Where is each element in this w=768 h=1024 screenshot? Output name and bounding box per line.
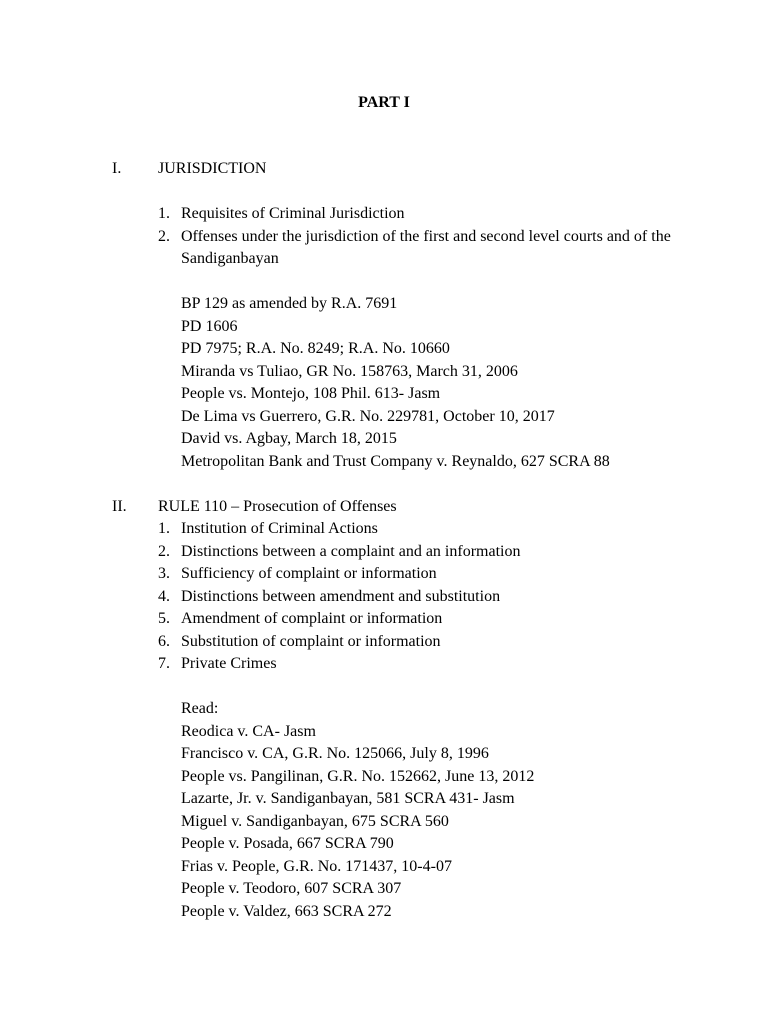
reference-item: People vs. Pangilinan, G.R. No. 152662, June 13, 2012 — [181, 767, 535, 785]
reference-list — [181, 293, 721, 473]
list-item-number: 6. — [158, 632, 170, 650]
list-item-text: Sufficiency of complaint or information — [181, 565, 437, 582]
list-item — [158, 563, 698, 586]
list-item-text: Offenses under the jurisdiction of the first and second level courts and of the Sandiganbayan — [181, 227, 671, 267]
reference-item: Metropolitan Bank and Trust Company v. Reynaldo, 627 SCRA 88 — [181, 452, 610, 470]
section-number: II. — [112, 498, 127, 515]
list-item-number: 1. — [158, 520, 170, 537]
list-item-number: 7. — [158, 655, 170, 672]
list-item-text: Distinctions between amendment and substitution — [181, 587, 501, 605]
reference-item: PD 7975; R.A. No. 8249; R.A. No. 10660 — [181, 340, 450, 357]
topic-list — [158, 203, 698, 271]
page-title: PART I — [358, 94, 410, 111]
reference-label: Read: — [181, 700, 219, 717]
list-item — [158, 631, 698, 654]
list-item-text: Requisites of Criminal Jurisdiction — [181, 205, 405, 222]
list-item — [158, 586, 698, 609]
reference-item: People v. Valdez, 663 SCRA 272 — [181, 902, 392, 920]
reference-item: BP 129 as amended by R.A. 7691 — [181, 295, 398, 312]
section-number: I. — [112, 160, 122, 177]
list-item-text: Distinctions between a complaint and an information — [181, 542, 521, 560]
list-item-text: Institution of Criminal Actions — [181, 520, 378, 537]
reference-item: Miguel v. Sandiganbayan, 675 SCRA 560 — [181, 812, 449, 830]
list-item — [158, 203, 698, 226]
reference-item: Lazarte, Jr. v. Sandiganbayan, 581 SCRA 431- Jasm — [181, 790, 515, 807]
reference-item: Miranda vs Tuliao, GR No. 158763, March 31, 2006 — [181, 362, 518, 380]
reference-item: People vs. Montejo, 108 Phil. 613- Jasm — [181, 385, 441, 402]
list-item-number: 1. — [158, 205, 170, 222]
list-item — [158, 518, 698, 541]
list-item-text: Private Crimes — [181, 655, 277, 672]
list-item — [158, 608, 698, 631]
list-item-number: 2. — [158, 542, 170, 560]
list-item-text: Substitution of complaint or information — [181, 632, 441, 650]
list-item-text: Amendment of complaint or information — [181, 610, 443, 627]
list-item-number: 4. — [158, 587, 170, 605]
reference-item: Reodica v. CA- Jasm — [181, 722, 316, 740]
list-item-number: 5. — [158, 610, 170, 627]
reference-item: People v. Teodoro, 607 SCRA 307 — [181, 880, 402, 897]
reference-item: People v. Posada, 667 SCRA 790 — [181, 835, 394, 852]
reference-item: David vs. Agbay, March 18, 2015 — [181, 430, 397, 447]
reference-item: De Lima vs Guerrero, G.R. No. 229781, October 10, 2017 — [181, 407, 555, 425]
reference-item: Frias v. People, G.R. No. 171437, 10-4-07 — [181, 857, 452, 875]
topic-list — [158, 518, 698, 676]
list-item-number: 2. — [158, 227, 170, 245]
list-item — [158, 226, 698, 271]
section-heading: RULE 110 – Prosecution of Offenses — [158, 498, 397, 515]
list-item — [158, 541, 698, 564]
reference-list — [181, 698, 721, 923]
reference-item: PD 1606 — [181, 317, 238, 335]
list-item-number: 3. — [158, 565, 170, 582]
list-item — [158, 653, 698, 676]
reference-item: Francisco v. CA, G.R. No. 125066, July 8, 1996 — [181, 745, 489, 762]
section-heading: JURISDICTION — [158, 160, 267, 177]
